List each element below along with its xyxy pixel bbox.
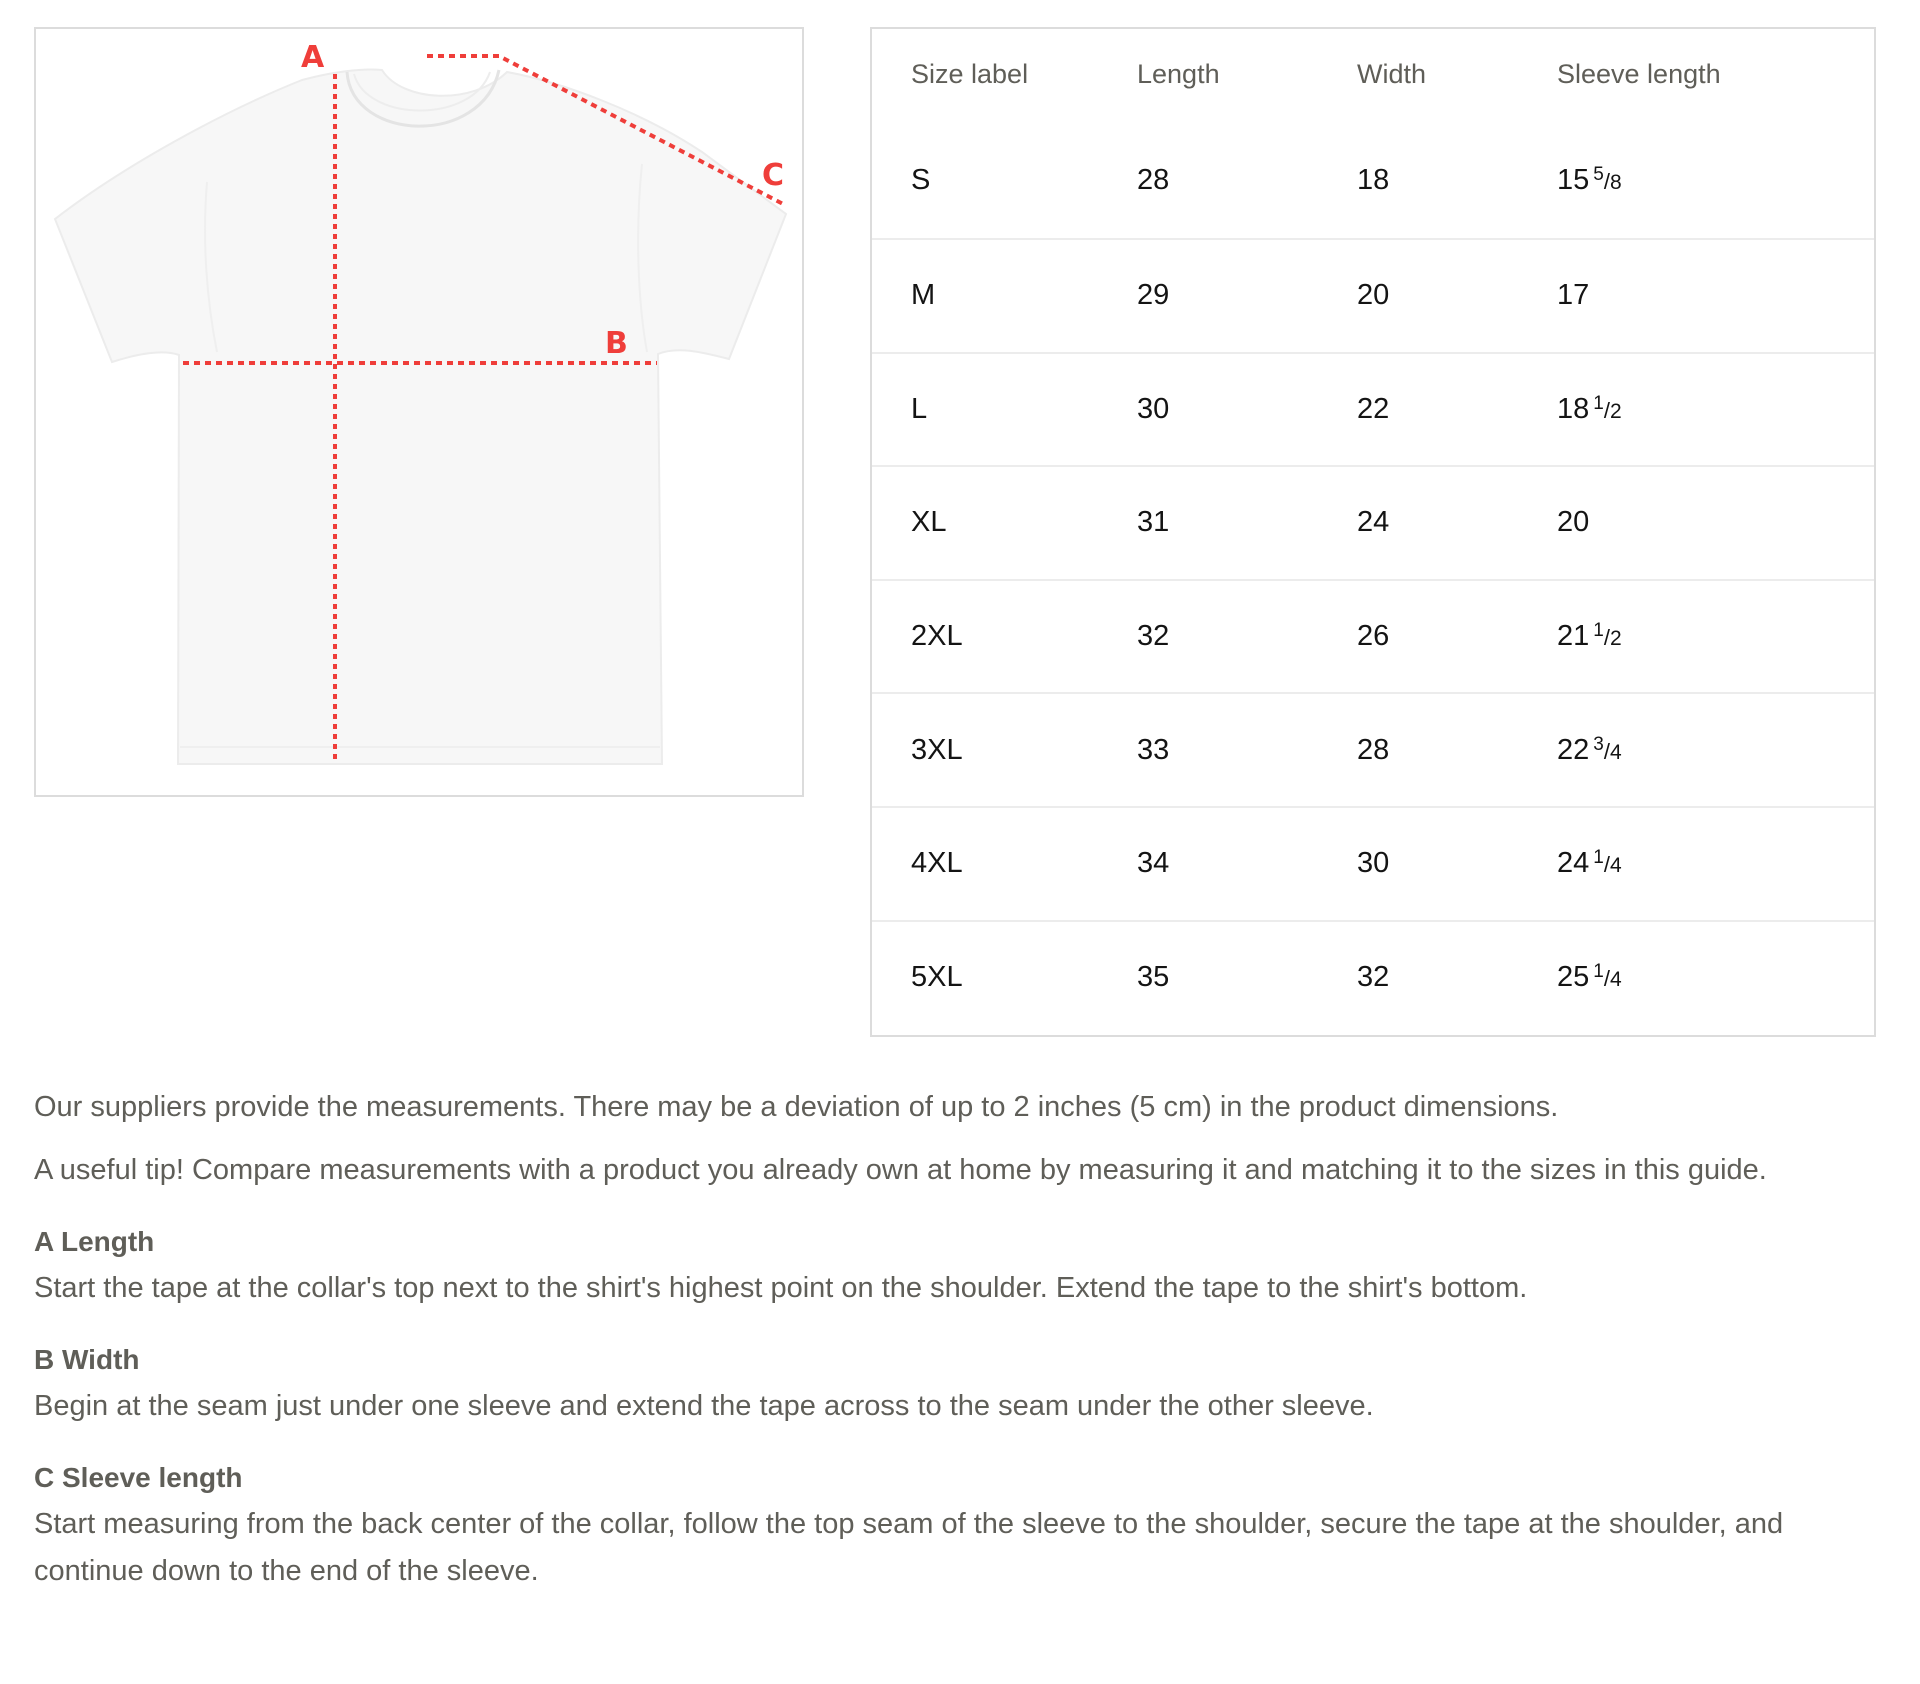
sleeve-whole: 20: [1557, 506, 1590, 539]
sleeve-cell: [1557, 807, 1874, 921]
size-cell: XL: [872, 466, 1137, 580]
section-sleeve-length: [34, 1455, 1889, 1595]
size-cell: 3XL: [872, 693, 1137, 807]
header-size-label: Size label: [911, 59, 1029, 89]
sleeve-cell: [1557, 239, 1874, 353]
table-header-row: [872, 29, 1874, 123]
sleeve-cell: [1557, 580, 1874, 694]
label-a: A: [301, 40, 325, 75]
fraction-numerator: 1: [1593, 847, 1604, 869]
fraction-numerator: 1: [1593, 620, 1604, 642]
measurement-notes: [34, 1084, 1889, 1595]
fraction-denominator: 4: [1609, 854, 1622, 878]
section-title-width: B Width: [34, 1344, 140, 1375]
section-desc-width: Begin at the seam just under one sleeve and extend the tape across to the seam under the other sleeve.: [34, 1390, 1374, 1422]
sleeve-fraction: $^1$/2: [1593, 392, 1622, 423]
sleeve-fraction: $^5$/8: [1593, 164, 1622, 194]
label-b: B: [605, 326, 628, 361]
length-cell: 33: [1137, 693, 1357, 807]
table-row: [872, 807, 1874, 921]
size-cell: L: [872, 353, 1137, 467]
width-cell: 24: [1357, 466, 1557, 580]
sleeve-cell: [1557, 353, 1874, 467]
table-row: [872, 353, 1874, 467]
fraction-denominator: 4: [1609, 968, 1622, 992]
size-chart: [870, 27, 1876, 1037]
deviation-disclaimer: Our suppliers provide the measurements. There may be a deviation of up to 2 inches (5 cm) in the product dimensions.: [34, 1091, 1559, 1123]
sleeve-cell: [1557, 921, 1874, 1035]
section-width: [34, 1337, 1889, 1430]
table-row: [872, 693, 1874, 807]
table-row: [872, 921, 1874, 1035]
sleeve-whole: 21: [1557, 620, 1590, 653]
size-cell: M: [872, 239, 1137, 353]
sleeve-whole: 18: [1557, 392, 1590, 425]
width-cell: 22: [1357, 353, 1557, 467]
sleeve-cell: [1557, 693, 1874, 807]
table-row: [872, 466, 1874, 580]
table-row: [872, 580, 1874, 694]
useful-tip: A useful tip! Compare measurements with a product you already own at home by measuring it and matching it to the sizes in this guide.: [34, 1154, 1767, 1186]
width-cell: 26: [1357, 580, 1557, 694]
tshirt-diagram-svg: [2, 2, 842, 842]
length-cell: 31: [1137, 466, 1357, 580]
size-table: [872, 29, 1874, 1034]
section-length: [34, 1219, 1889, 1312]
width-cell: 20: [1357, 239, 1557, 353]
length-cell: 28: [1137, 164, 1170, 196]
sleeve-fraction: $^1$/4: [1593, 961, 1622, 992]
section-desc-sleeve-length: Start measuring from the back center of the collar, follow the top seam of the sleeve to the shoulder, secure the tape at the shoulder, and continue down to the end of the sleeve.: [34, 1508, 1784, 1587]
header-width: Width: [1357, 59, 1427, 89]
size-cell: 4XL: [872, 807, 1137, 921]
width-cell: 18: [1357, 164, 1390, 196]
sleeve-whole: 25: [1557, 961, 1590, 994]
width-cell: 30: [1357, 807, 1557, 921]
length-cell: 30: [1137, 353, 1357, 467]
length-cell: 35: [1137, 921, 1357, 1035]
length-cell: 34: [1137, 807, 1357, 921]
sleeve-fraction: $^1$/4: [1593, 847, 1622, 878]
length-cell: 32: [1137, 580, 1357, 694]
section-title-sleeve-length: C Sleeve length: [34, 1462, 243, 1493]
sleeve-fraction: $^3$/4: [1593, 733, 1622, 764]
section-title-length: A Length: [34, 1226, 155, 1257]
tshirt-measurement-diagram: [34, 27, 804, 797]
size-cell: S: [911, 164, 931, 196]
table-row: [872, 239, 1874, 353]
fraction-denominator: 2: [1609, 399, 1622, 423]
header-length: Length: [1137, 59, 1220, 89]
length-cell: 29: [1137, 239, 1357, 353]
fraction-numerator: 3: [1593, 733, 1604, 755]
width-cell: 28: [1357, 693, 1557, 807]
sleeve-cell: [1557, 123, 1874, 239]
sleeve-whole: 24: [1557, 847, 1590, 880]
section-desc-length: Start the tape at the collar's top next to the shirt's highest point on the shoulder. Extend the tape to the shirt's bottom.: [34, 1272, 1528, 1304]
label-c: C: [762, 158, 785, 193]
fraction-numerator: 5: [1593, 164, 1604, 185]
sleeve-whole: 17: [1557, 279, 1590, 312]
tshirt-shape: [55, 69, 786, 764]
sleeve-fraction: $^1$/2: [1593, 620, 1622, 651]
fraction-numerator: 1: [1593, 961, 1604, 983]
size-cell: 2XL: [872, 580, 1137, 694]
table-row: [872, 123, 1874, 239]
size-cell: 5XL: [872, 921, 1137, 1035]
width-cell: 32: [1357, 921, 1557, 1035]
sleeve-whole: 15: [1557, 164, 1590, 196]
sleeve-cell: [1557, 466, 1874, 580]
fraction-denominator: 4: [1609, 740, 1622, 764]
header-sleeve-length: Sleeve length: [1557, 59, 1721, 89]
sleeve-whole: 22: [1557, 733, 1590, 766]
fraction-denominator: 8: [1609, 171, 1622, 194]
fraction-numerator: 1: [1593, 392, 1604, 414]
fraction-denominator: 2: [1609, 627, 1622, 651]
